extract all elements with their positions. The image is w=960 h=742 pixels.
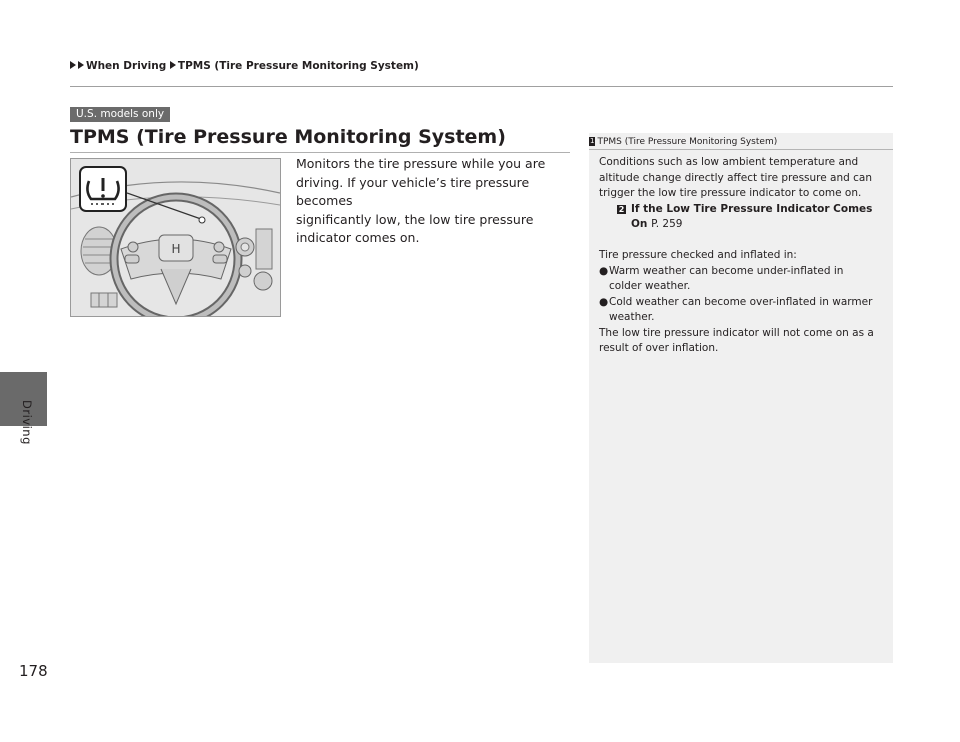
notes-body: Conditions such as low ambient temperature and altitude change directly affect tire pressure and can trigger the low tire pressure indicator to come on. 2 If the Low Tire Pressure Indicator Comes On P. 259 Tire pressure checked and inflated in: ● Warm weather can become under-inflated in colder weather. ● Cold weather can become over-inflated in warmer weather. The low tire pressure indicator will not come on as a result of over inflation.: [599, 155, 889, 357]
reference-page: P. 259: [651, 218, 683, 230]
breadcrumb-arrow-icon: [70, 61, 76, 69]
notes-divider: [589, 149, 893, 150]
breadcrumb-arrow-icon: [170, 61, 176, 69]
dashboard-illustration: [70, 158, 281, 317]
bullet-item: ● Cold weather can become over-inflated in warmer weather.: [599, 295, 873, 323]
model-badge: U.S. models only: [70, 107, 170, 122]
title-divider: [70, 152, 570, 153]
section-title: TPMS (Tire Pressure Monitoring System): [70, 126, 506, 148]
page-number: 178: [19, 662, 48, 680]
bullet-item: ● Warm weather can become under-inflated in colder weather.: [599, 264, 844, 292]
note-marker-icon: 1: [590, 137, 595, 145]
breadcrumb-item-tpms[interactable]: TPMS (Tire Pressure Monitoring System): [177, 60, 419, 72]
reference-arrow-icon: 2: [618, 204, 625, 214]
chapter-label: Driving: [20, 400, 34, 445]
cross-reference-link-cont[interactable]: On P. 259: [631, 218, 683, 230]
breadcrumb-item-when-driving[interactable]: When Driving: [86, 60, 167, 72]
notes-title: 1 TPMS (Tire Pressure Monitoring System): [590, 137, 778, 147]
body-paragraph: Monitors the tire pressure while you are driving. If your vehicle’s tire pressure becomes significantly low, the low tire pressure indicator comes on.: [296, 156, 546, 245]
cross-reference-link[interactable]: 2 If the Low Tire Pressure Indicator Comes: [618, 202, 873, 215]
dashboard-drawing: [71, 159, 280, 316]
header-divider: [70, 86, 893, 87]
breadcrumb-arrow-icon: [78, 61, 84, 69]
bullet-icon: ●: [599, 295, 609, 308]
breadcrumb: [70, 60, 419, 72]
svg-text:H: H: [171, 242, 181, 256]
bullet-icon: ●: [599, 264, 609, 277]
